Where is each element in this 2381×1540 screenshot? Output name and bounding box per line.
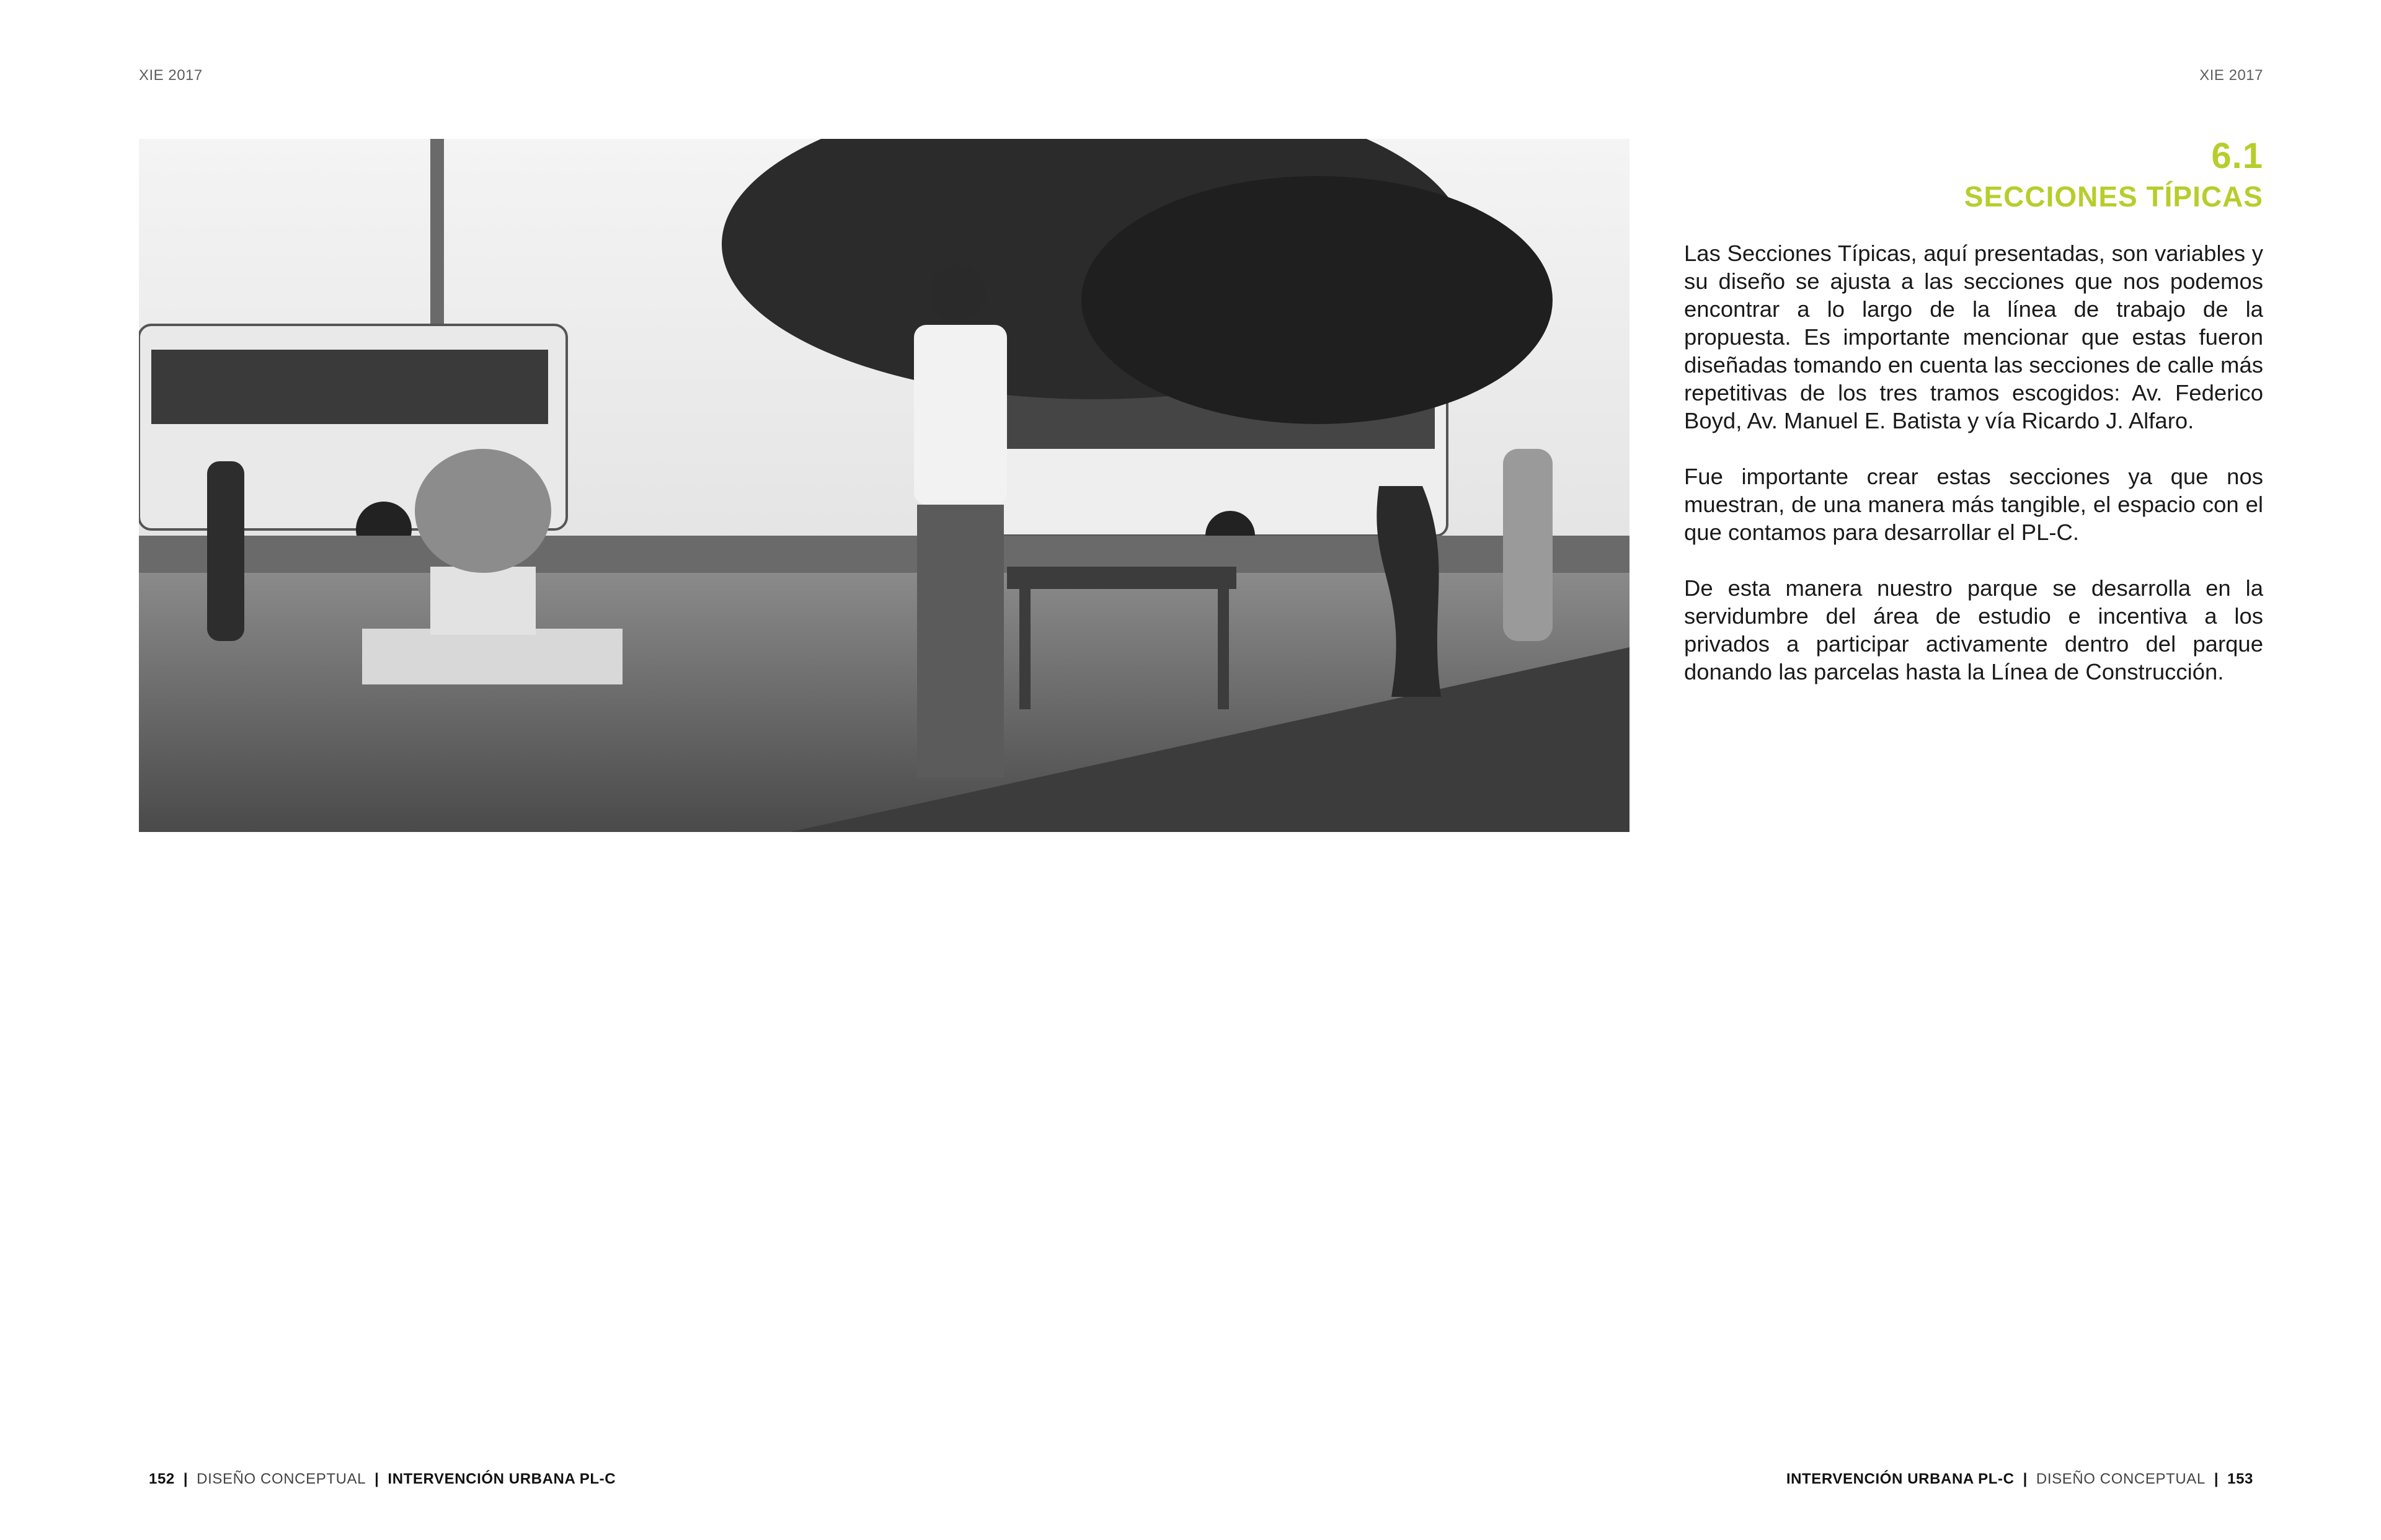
paragraph-3: De esta manera nuestro parque se desarrolla en la servidumbre del área de estudio e incentiva a los privados a participar activamente dentro del parque donando las parcelas hasta la Línea de Construcción.: [1684, 575, 2263, 684]
paragraph-2: Fue importante crear estas secciones ya que nos muestran, de una manera más tangible, el espacio con el que contamos para desarrollar el PL-C.: [1684, 464, 2263, 545]
footer-project-right: INTERVENCIÓN URBANA PL-C: [1786, 1471, 2015, 1487]
footer-separator: |: [183, 1471, 188, 1487]
street-photo: [139, 139, 1629, 832]
footer-right: [1786, 1471, 2253, 1488]
section-number: 6.1: [2211, 136, 2263, 176]
paragraph-1: Las Secciones Típicas, aquí presentadas, son variables y su diseño se ajusta a las secciones que nos podemos encontrar a lo largo de la línea de trabajo de la propuesta. Es importante mencionar que estas fueron diseñadas tomando en cuenta las secciones de calle más repetitivas de los tres tramos escogidos: Av. Federico Boyd, Av. Manuel E. Batista y vía Ricardo J. Alfaro.: [1684, 241, 2263, 433]
footer-separator: |: [375, 1471, 379, 1487]
footer-separator: |: [2214, 1471, 2219, 1487]
header-left: XIE 2017: [139, 67, 203, 84]
footer-separator: |: [2023, 1471, 2028, 1487]
footer-left: [149, 1471, 616, 1488]
body-text: [1684, 239, 2263, 714]
street-photo-graphic: [139, 139, 1629, 832]
footer-chapter-right: DISEÑO CONCEPTUAL: [2036, 1471, 2206, 1487]
page-number-right: 153: [2227, 1471, 2253, 1487]
page-number-left: 152: [149, 1471, 175, 1487]
section-title: SECCIONES TÍPICAS: [1964, 180, 2263, 213]
header-right: XIE 2017: [2199, 67, 2263, 84]
footer-chapter-left: DISEÑO CONCEPTUAL: [197, 1471, 366, 1487]
footer-project-left: INTERVENCIÓN URBANA PL-C: [388, 1471, 616, 1487]
